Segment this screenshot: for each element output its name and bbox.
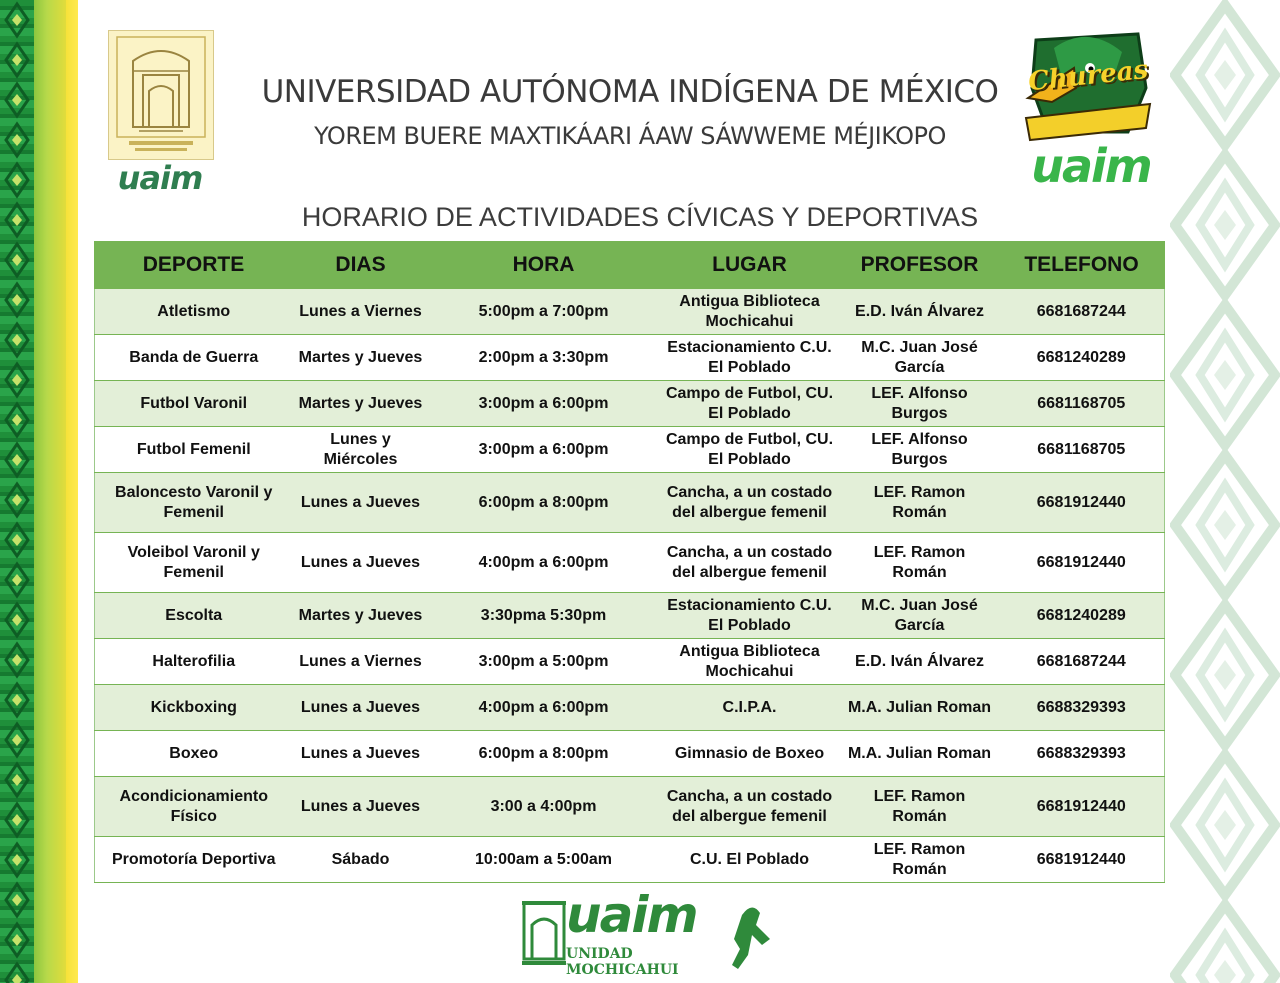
- cell-profesor: LEF. Ramon Román: [841, 777, 999, 837]
- cell-dias: Lunes a Jueves: [293, 533, 429, 593]
- cell-hora: 3:00pm a 6:00pm: [429, 381, 659, 427]
- cell-profesor: E.D. Iván Álvarez: [841, 639, 999, 685]
- cell-dias: Martes y Jueves: [293, 593, 429, 639]
- cell-telefono: 6681912440: [999, 777, 1165, 837]
- cell-lugar: Campo de Futbol, CU. El Poblado: [659, 427, 841, 473]
- cell-telefono: 6681912440: [999, 837, 1165, 883]
- column-header-dias: DIAS: [293, 241, 429, 289]
- chureas-logo-text: Chureas: [1026, 54, 1150, 98]
- cell-dias: Lunes a Viernes: [293, 639, 429, 685]
- table-row: [95, 639, 1165, 685]
- cell-deporte: Halterofilia: [95, 639, 293, 685]
- column-header-profesor: PROFESOR: [841, 241, 999, 289]
- cell-lugar: Cancha, a un costado del albergue femenil: [659, 473, 841, 533]
- table-row: [95, 289, 1165, 335]
- university-name: UNIVERSIDAD AUTÓNOMA INDÍGENA DE MÉXICO: [261, 74, 999, 110]
- cell-lugar: Cancha, a un costado del albergue femenil: [659, 777, 841, 837]
- uaim-logo-text-right: uaim: [1031, 139, 1151, 193]
- table-row: [95, 381, 1165, 427]
- cell-telefono: 6688329393: [999, 685, 1165, 731]
- cell-profesor: E.D. Iván Álvarez: [841, 289, 999, 335]
- cell-profesor: LEF. Ramon Román: [841, 533, 999, 593]
- cell-lugar: Antigua Biblioteca Mochicahui: [659, 289, 841, 335]
- uaim-logo-text-left: uaim: [117, 159, 203, 197]
- cell-hora: 10:00am a 5:00am: [429, 837, 659, 883]
- cell-telefono: 6681240289: [999, 593, 1165, 639]
- cell-profesor: M.A. Julian Roman: [841, 731, 999, 777]
- cell-telefono: 6681240289: [999, 335, 1165, 381]
- cell-dias: Sábado: [293, 837, 429, 883]
- cell-lugar: Campo de Futbol, CU. El Poblado: [659, 381, 841, 427]
- cell-profesor: LEF. Ramon Román: [841, 837, 999, 883]
- table-row: [95, 427, 1165, 473]
- cell-hora: 5:00pm a 7:00pm: [429, 289, 659, 335]
- column-header-deporte: DEPORTE: [95, 241, 293, 289]
- cell-deporte: Futbol Varonil: [95, 381, 293, 427]
- cell-telefono: 6681687244: [999, 639, 1165, 685]
- cell-deporte: Escolta: [95, 593, 293, 639]
- cell-lugar: Gimnasio de Boxeo: [659, 731, 841, 777]
- cell-hora: 6:00pm a 8:00pm: [429, 473, 659, 533]
- cell-profesor: LEF. Alfonso Burgos: [841, 427, 999, 473]
- cell-hora: 6:00pm a 8:00pm: [429, 731, 659, 777]
- cell-hora: 3:00pm a 5:00pm: [429, 639, 659, 685]
- cell-dias: Martes y Jueves: [293, 335, 429, 381]
- cell-deporte: Promotoría Deportiva: [95, 837, 293, 883]
- cell-lugar: C.U. El Poblado: [659, 837, 841, 883]
- cell-profesor: LEF. Ramon Román: [841, 473, 999, 533]
- cell-lugar: Cancha, a un costado del albergue femenil: [659, 533, 841, 593]
- table-row: [95, 533, 1165, 593]
- cell-hora: 2:00pm a 3:30pm: [429, 335, 659, 381]
- cell-profesor: LEF. Alfonso Burgos: [841, 381, 999, 427]
- university-seal-icon: [108, 30, 214, 160]
- cell-deporte: Futbol Femenil: [95, 427, 293, 473]
- cell-deporte: Atletismo: [95, 289, 293, 335]
- cell-hora: 4:00pm a 6:00pm: [429, 685, 659, 731]
- footer-uaim-text: uaim: [566, 886, 697, 944]
- cell-deporte: Boxeo: [95, 731, 293, 777]
- cell-telefono: 6681912440: [999, 473, 1165, 533]
- table-row: [95, 593, 1165, 639]
- cell-deporte: Kickboxing: [95, 685, 293, 731]
- cell-hora: 3:30pma 5:30pm: [429, 593, 659, 639]
- cell-telefono: 6681687244: [999, 289, 1165, 335]
- table-header-row: [95, 241, 1165, 289]
- cell-deporte: Acondicionamiento Físico: [95, 777, 293, 837]
- table-row: [95, 837, 1165, 883]
- cell-lugar: Antigua Biblioteca Mochicahui: [659, 639, 841, 685]
- cell-profesor: M.C. Juan José García: [841, 335, 999, 381]
- cell-telefono: 6688329393: [999, 731, 1165, 777]
- cell-dias: Lunes a Jueves: [293, 731, 429, 777]
- cell-deporte: Voleibol Varonil y Femenil: [95, 533, 293, 593]
- cell-hora: 3:00pm a 6:00pm: [429, 427, 659, 473]
- footer-unit-name: UNIDAD MOCHICAHUI: [566, 946, 679, 978]
- cell-hora: 4:00pm a 6:00pm: [429, 533, 659, 593]
- cell-dias: Lunes a Viernes: [293, 289, 429, 335]
- table-row: [95, 685, 1165, 731]
- right-decorative-pattern: [1170, 0, 1280, 983]
- cell-hora: 3:00 a 4:00pm: [429, 777, 659, 837]
- table-row: [95, 473, 1165, 533]
- cell-lugar: Estacionamiento C.U. El Poblado: [659, 593, 841, 639]
- cell-lugar: C.I.P.A.: [659, 685, 841, 731]
- cell-profesor: M.C. Juan José García: [841, 593, 999, 639]
- cell-profesor: M.A. Julian Roman: [841, 685, 999, 731]
- university-name-native: YOREM BUERE MAXTIKÁARI ÁAW SÁWWEME MÉJIKOPO: [314, 122, 946, 150]
- table-row: [95, 731, 1165, 777]
- cell-telefono: 6681168705: [999, 381, 1165, 427]
- cell-telefono: 6681168705: [999, 427, 1165, 473]
- column-header-hora: HORA: [429, 241, 659, 289]
- cell-dias: Martes y Jueves: [293, 381, 429, 427]
- cell-telefono: 6681912440: [999, 533, 1165, 593]
- table-row: [95, 335, 1165, 381]
- column-header-telefono: TELEFONO: [999, 241, 1165, 289]
- cell-deporte: Banda de Guerra: [95, 335, 293, 381]
- cell-dias: Lunes y Miércoles: [293, 427, 429, 473]
- cell-lugar: Estacionamiento C.U. El Poblado: [659, 335, 841, 381]
- schedule-title: HORARIO DE ACTIVIDADES CÍVICAS Y DEPORTIVAS: [301, 202, 979, 232]
- cell-deporte: Baloncesto Varonil y Femenil: [95, 473, 293, 533]
- left-decorative-border: [0, 0, 78, 983]
- column-header-lugar: LUGAR: [659, 241, 841, 289]
- cell-dias: Lunes a Jueves: [293, 473, 429, 533]
- cell-dias: Lunes a Jueves: [293, 685, 429, 731]
- table-row: [95, 777, 1165, 837]
- schedule-table: [94, 241, 1165, 883]
- cell-dias: Lunes a Jueves: [293, 777, 429, 837]
